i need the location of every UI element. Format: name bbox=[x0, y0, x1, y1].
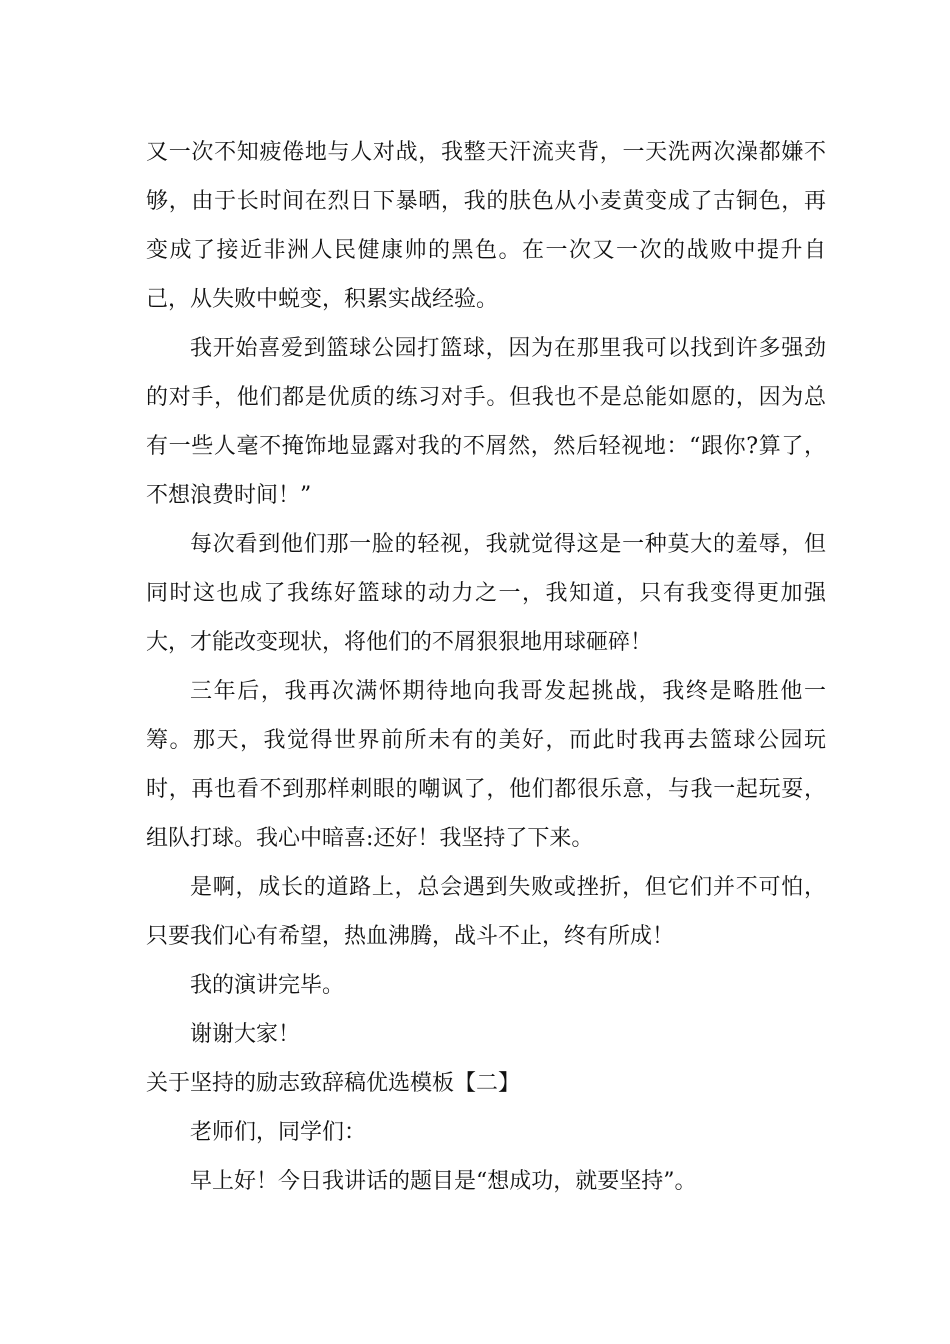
paragraph-1: 又一次不知疲倦地与人对战，我整天汗流夹背，一天洗两次澡都嫌不够，由于长时间在烈日下暴晒，我的肤色从小麦黄变成了古铜色，再变成了接近非洲人民健康帅的黑色。在一次又一次的战败中提升自己，从失败中蜕变，积累实战经验。 bbox=[146, 140, 826, 312]
section-heading: 关于坚持的励志致辞稿优选模板【二】 bbox=[146, 1071, 521, 1096]
section2-opening: 早上好！今日我讲话的题目是“想成功，就要坚持”。 bbox=[190, 1169, 697, 1194]
section2-greeting: 老师们，同学们： bbox=[190, 1120, 367, 1145]
paragraph-4: 三年后，我再次满怀期待地向我哥发起挑战，我终是略胜他一筹。那天，我觉得世界前所未有的美好，而此时我再去篮球公园玩时，再也看不到那样刺眼的嘲讽了，他们都很乐意，与我一起玩耍，组队打球。我心中暗喜:还好！我坚持了下来。 bbox=[146, 679, 826, 851]
paragraph-3: 每次看到他们那一脸的轻视，我就觉得这是一种莫大的羞辱，但同时这也成了我练好篮球的动力之一，我知道，只有我变得更加强大，才能改变现状，将他们的不屑狠狠地用球砸碎！ bbox=[146, 532, 826, 655]
document-page bbox=[146, 128, 826, 1206]
paragraph-thanks: 谢谢大家！ bbox=[190, 1022, 301, 1047]
paragraph-5: 是啊，成长的道路上，总会遇到失败或挫折，但它们并不可怕，只要我们心有希望，热血沸腾，战斗不止，终有所成！ bbox=[146, 875, 826, 949]
paragraph-2: 我开始喜爱到篮球公园打篮球，因为在那里我可以找到许多强劲的对手，他们都是优质的练习对手。但我也不是总能如愿的，因为总有一些人毫不掩饰地显露对我的不屑然，然后轻视地：“跟你?算了，不想浪费时间！” bbox=[146, 336, 826, 508]
paragraph-closing: 我的演讲完毕。 bbox=[190, 973, 345, 998]
